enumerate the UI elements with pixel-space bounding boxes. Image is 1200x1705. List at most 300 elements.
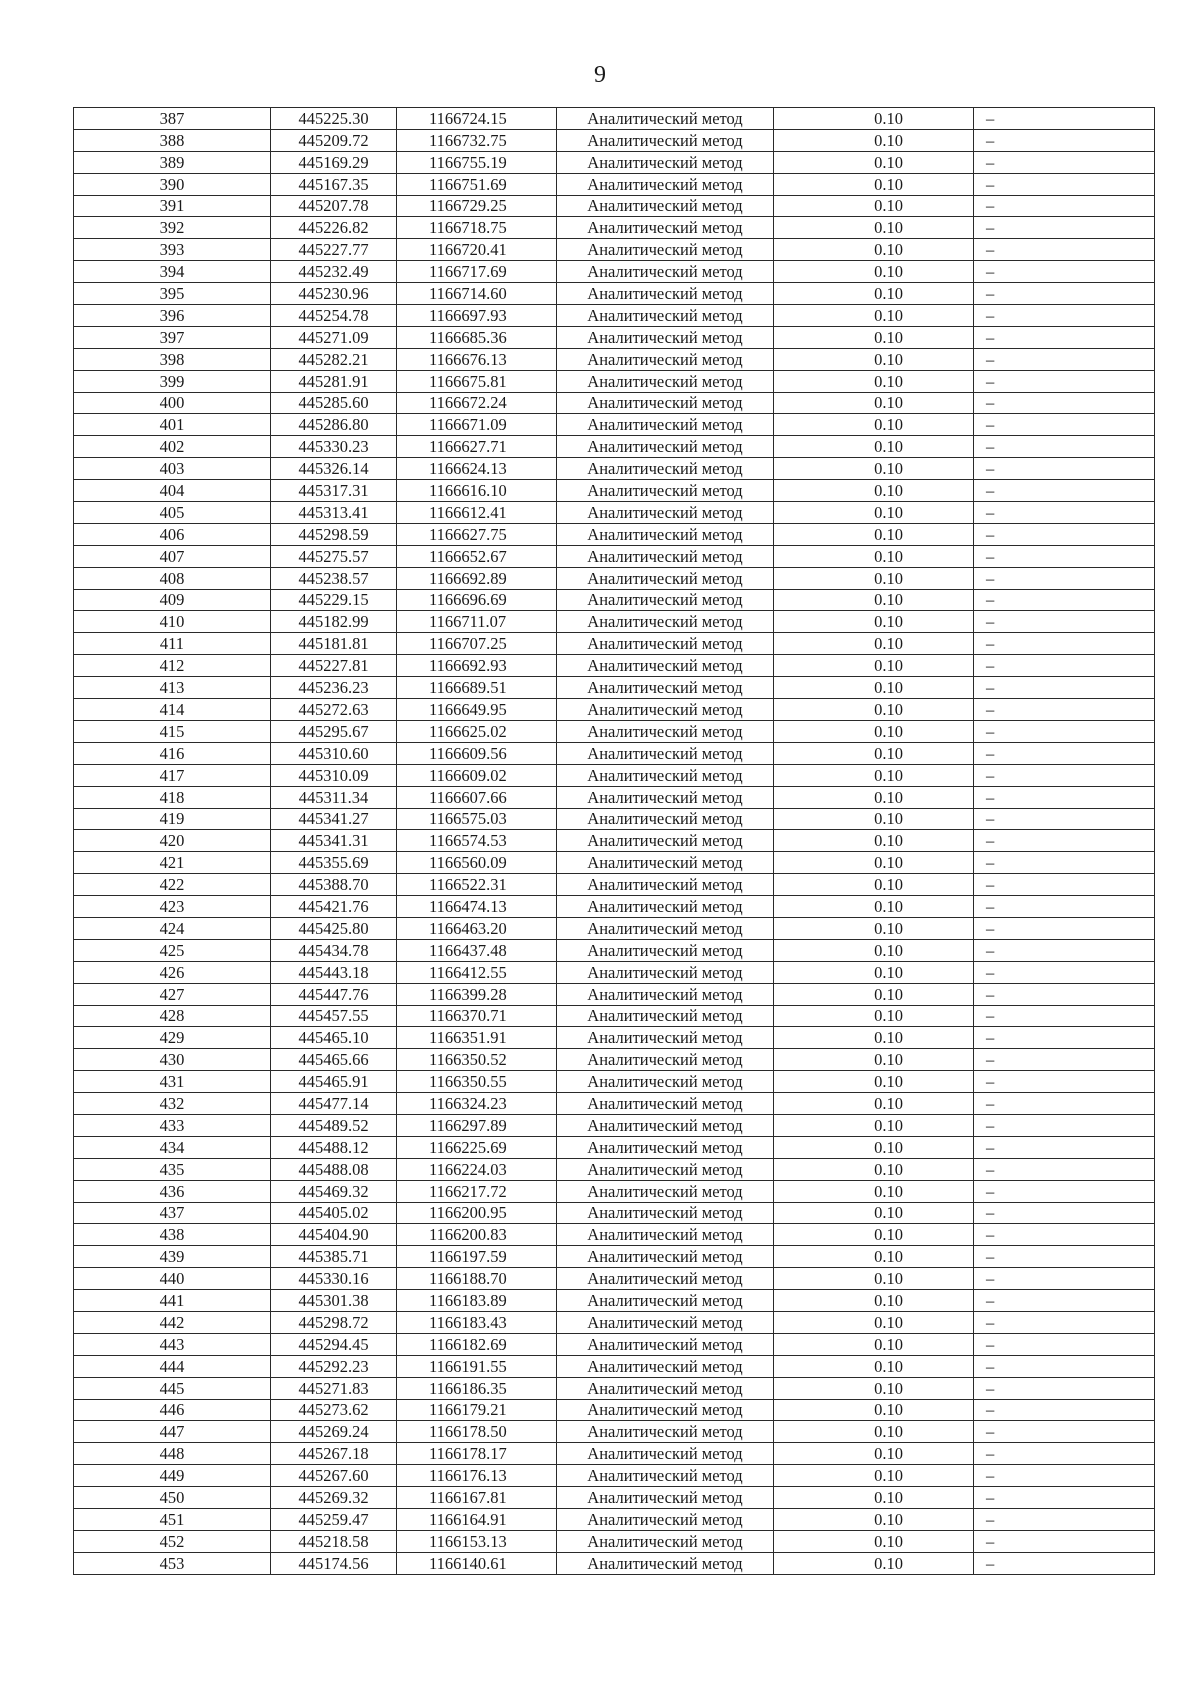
accuracy-cell: 0.10 [774, 1180, 974, 1202]
y-coordinate-cell: 1166350.55 [397, 1071, 557, 1093]
note-cell: – [974, 874, 1155, 896]
x-coordinate-cell: 445272.63 [271, 699, 397, 721]
note-cell: – [974, 896, 1155, 918]
accuracy-cell: 0.10 [774, 567, 974, 589]
accuracy-cell: 0.10 [774, 852, 974, 874]
y-coordinate-cell: 1166370.71 [397, 1005, 557, 1027]
y-coordinate-cell: 1166140.61 [397, 1552, 557, 1574]
y-coordinate-cell: 1166176.13 [397, 1465, 557, 1487]
table-row [74, 436, 1155, 458]
point-number-cell: 430 [74, 1049, 271, 1071]
y-coordinate-cell: 1166153.13 [397, 1530, 557, 1552]
note-cell: – [974, 655, 1155, 677]
accuracy-cell: 0.10 [774, 370, 974, 392]
coordinates-table [73, 107, 1155, 1575]
y-coordinate-cell: 1166412.55 [397, 961, 557, 983]
note-cell: – [974, 1290, 1155, 1312]
table-row [74, 1049, 1155, 1071]
x-coordinate-cell: 445282.21 [271, 348, 397, 370]
y-coordinate-cell: 1166627.75 [397, 523, 557, 545]
table-row [74, 1224, 1155, 1246]
point-number-cell: 396 [74, 305, 271, 327]
method-cell: Аналитический метод [557, 611, 774, 633]
point-number-cell: 406 [74, 523, 271, 545]
table-row [74, 1136, 1155, 1158]
y-coordinate-cell: 1166197.59 [397, 1246, 557, 1268]
method-cell: Аналитический метод [557, 1071, 774, 1093]
table-row [74, 896, 1155, 918]
x-coordinate-cell: 445465.66 [271, 1049, 397, 1071]
point-number-cell: 407 [74, 545, 271, 567]
x-coordinate-cell: 445457.55 [271, 1005, 397, 1027]
y-coordinate-cell: 1166182.69 [397, 1333, 557, 1355]
x-coordinate-cell: 445226.82 [271, 217, 397, 239]
note-cell: – [974, 414, 1155, 436]
point-number-cell: 390 [74, 173, 271, 195]
point-number-cell: 409 [74, 589, 271, 611]
accuracy-cell: 0.10 [774, 786, 974, 808]
accuracy-cell: 0.10 [774, 1487, 974, 1509]
x-coordinate-cell: 445311.34 [271, 786, 397, 808]
table-row [74, 808, 1155, 830]
note-cell: – [974, 173, 1155, 195]
y-coordinate-cell: 1166183.89 [397, 1290, 557, 1312]
note-cell: – [974, 1311, 1155, 1333]
accuracy-cell: 0.10 [774, 1049, 974, 1071]
note-cell: – [974, 786, 1155, 808]
point-number-cell: 437 [74, 1202, 271, 1224]
x-coordinate-cell: 445267.18 [271, 1443, 397, 1465]
point-number-cell: 451 [74, 1509, 271, 1531]
y-coordinate-cell: 1166463.20 [397, 917, 557, 939]
y-coordinate-cell: 1166652.67 [397, 545, 557, 567]
note-cell: – [974, 195, 1155, 217]
x-coordinate-cell: 445294.45 [271, 1333, 397, 1355]
y-coordinate-cell: 1166607.66 [397, 786, 557, 808]
point-number-cell: 442 [74, 1311, 271, 1333]
note-cell: – [974, 917, 1155, 939]
point-number-cell: 388 [74, 129, 271, 151]
point-number-cell: 448 [74, 1443, 271, 1465]
point-number-cell: 398 [74, 348, 271, 370]
note-cell: – [974, 961, 1155, 983]
point-number-cell: 403 [74, 458, 271, 480]
table-row [74, 830, 1155, 852]
point-number-cell: 412 [74, 655, 271, 677]
table-row [74, 129, 1155, 151]
point-number-cell: 426 [74, 961, 271, 983]
method-cell: Аналитический метод [557, 1530, 774, 1552]
method-cell: Аналитический метод [557, 589, 774, 611]
y-coordinate-cell: 1166692.93 [397, 655, 557, 677]
note-cell: – [974, 1552, 1155, 1574]
table-row [74, 326, 1155, 348]
method-cell: Аналитический метод [557, 523, 774, 545]
method-cell: Аналитический метод [557, 786, 774, 808]
point-number-cell: 399 [74, 370, 271, 392]
accuracy-cell: 0.10 [774, 1333, 974, 1355]
method-cell: Аналитический метод [557, 567, 774, 589]
accuracy-cell: 0.10 [774, 1443, 974, 1465]
accuracy-cell: 0.10 [774, 1530, 974, 1552]
table-row [74, 261, 1155, 283]
point-number-cell: 420 [74, 830, 271, 852]
method-cell: Аналитический метод [557, 480, 774, 502]
table-row [74, 1158, 1155, 1180]
x-coordinate-cell: 445286.80 [271, 414, 397, 436]
point-number-cell: 414 [74, 699, 271, 721]
y-coordinate-cell: 1166717.69 [397, 261, 557, 283]
x-coordinate-cell: 445174.56 [271, 1552, 397, 1574]
accuracy-cell: 0.10 [774, 611, 974, 633]
method-cell: Аналитический метод [557, 961, 774, 983]
table-row [74, 1180, 1155, 1202]
note-cell: – [974, 1246, 1155, 1268]
x-coordinate-cell: 445227.81 [271, 655, 397, 677]
note-cell: – [974, 239, 1155, 261]
method-cell: Аналитический метод [557, 502, 774, 524]
coordinates-table-body [74, 108, 1155, 1575]
point-number-cell: 400 [74, 392, 271, 414]
y-coordinate-cell: 1166718.75 [397, 217, 557, 239]
note-cell: – [974, 1487, 1155, 1509]
accuracy-cell: 0.10 [774, 458, 974, 480]
method-cell: Аналитический метод [557, 436, 774, 458]
point-number-cell: 428 [74, 1005, 271, 1027]
point-number-cell: 433 [74, 1114, 271, 1136]
y-coordinate-cell: 1166711.07 [397, 611, 557, 633]
x-coordinate-cell: 445317.31 [271, 480, 397, 502]
accuracy-cell: 0.10 [774, 545, 974, 567]
point-number-cell: 395 [74, 283, 271, 305]
y-coordinate-cell: 1166625.02 [397, 720, 557, 742]
note-cell: – [974, 1005, 1155, 1027]
accuracy-cell: 0.10 [774, 1399, 974, 1421]
x-coordinate-cell: 445269.24 [271, 1421, 397, 1443]
accuracy-cell: 0.10 [774, 1224, 974, 1246]
point-number-cell: 408 [74, 567, 271, 589]
method-cell: Аналитический метод [557, 1246, 774, 1268]
method-cell: Аналитический метод [557, 1465, 774, 1487]
method-cell: Аналитический метод [557, 1509, 774, 1531]
method-cell: Аналитический метод [557, 1180, 774, 1202]
note-cell: – [974, 1114, 1155, 1136]
accuracy-cell: 0.10 [774, 1093, 974, 1115]
accuracy-cell: 0.10 [774, 764, 974, 786]
method-cell: Аналитический метод [557, 677, 774, 699]
method-cell: Аналитический метод [557, 217, 774, 239]
note-cell: – [974, 1027, 1155, 1049]
method-cell: Аналитический метод [557, 1114, 774, 1136]
x-coordinate-cell: 445230.96 [271, 283, 397, 305]
table-row [74, 1333, 1155, 1355]
method-cell: Аналитический метод [557, 326, 774, 348]
table-row [74, 458, 1155, 480]
y-coordinate-cell: 1166474.13 [397, 896, 557, 918]
note-cell: – [974, 523, 1155, 545]
accuracy-cell: 0.10 [774, 742, 974, 764]
x-coordinate-cell: 445447.76 [271, 983, 397, 1005]
y-coordinate-cell: 1166624.13 [397, 458, 557, 480]
note-cell: – [974, 677, 1155, 699]
point-number-cell: 404 [74, 480, 271, 502]
method-cell: Аналитический метод [557, 1290, 774, 1312]
table-row [74, 239, 1155, 261]
accuracy-cell: 0.10 [774, 1290, 974, 1312]
table-row [74, 414, 1155, 436]
point-number-cell: 427 [74, 983, 271, 1005]
method-cell: Аналитический метод [557, 830, 774, 852]
accuracy-cell: 0.10 [774, 1465, 974, 1487]
y-coordinate-cell: 1166707.25 [397, 633, 557, 655]
table-row [74, 1093, 1155, 1115]
table-row [74, 1202, 1155, 1224]
point-number-cell: 424 [74, 917, 271, 939]
accuracy-cell: 0.10 [774, 939, 974, 961]
accuracy-cell: 0.10 [774, 830, 974, 852]
table-row [74, 1530, 1155, 1552]
table-row [74, 1027, 1155, 1049]
note-cell: – [974, 1093, 1155, 1115]
y-coordinate-cell: 1166351.91 [397, 1027, 557, 1049]
accuracy-cell: 0.10 [774, 677, 974, 699]
y-coordinate-cell: 1166200.83 [397, 1224, 557, 1246]
point-number-cell: 401 [74, 414, 271, 436]
table-row [74, 502, 1155, 524]
method-cell: Аналитический метод [557, 1224, 774, 1246]
point-number-cell: 393 [74, 239, 271, 261]
accuracy-cell: 0.10 [774, 217, 974, 239]
method-cell: Аналитический метод [557, 896, 774, 918]
y-coordinate-cell: 1166560.09 [397, 852, 557, 874]
note-cell: – [974, 1136, 1155, 1158]
note-cell: – [974, 611, 1155, 633]
method-cell: Аналитический метод [557, 458, 774, 480]
x-coordinate-cell: 445167.35 [271, 173, 397, 195]
x-coordinate-cell: 445227.77 [271, 239, 397, 261]
table-row [74, 1552, 1155, 1574]
x-coordinate-cell: 445269.32 [271, 1487, 397, 1509]
x-coordinate-cell: 445313.41 [271, 502, 397, 524]
table-row [74, 195, 1155, 217]
x-coordinate-cell: 445271.83 [271, 1377, 397, 1399]
method-cell: Аналитический метод [557, 239, 774, 261]
table-row [74, 961, 1155, 983]
y-coordinate-cell: 1166191.55 [397, 1355, 557, 1377]
y-coordinate-cell: 1166217.72 [397, 1180, 557, 1202]
point-number-cell: 417 [74, 764, 271, 786]
point-number-cell: 440 [74, 1268, 271, 1290]
method-cell: Аналитический метод [557, 1049, 774, 1071]
x-coordinate-cell: 445207.78 [271, 195, 397, 217]
x-coordinate-cell: 445330.23 [271, 436, 397, 458]
x-coordinate-cell: 445281.91 [271, 370, 397, 392]
y-coordinate-cell: 1166522.31 [397, 874, 557, 896]
accuracy-cell: 0.10 [774, 436, 974, 458]
point-number-cell: 431 [74, 1071, 271, 1093]
table-row [74, 939, 1155, 961]
x-coordinate-cell: 445425.80 [271, 917, 397, 939]
x-coordinate-cell: 445301.38 [271, 1290, 397, 1312]
table-row [74, 1290, 1155, 1312]
x-coordinate-cell: 445330.16 [271, 1268, 397, 1290]
accuracy-cell: 0.10 [774, 1552, 974, 1574]
y-coordinate-cell: 1166675.81 [397, 370, 557, 392]
x-coordinate-cell: 445232.49 [271, 261, 397, 283]
note-cell: – [974, 502, 1155, 524]
table-row [74, 742, 1155, 764]
method-cell: Аналитический метод [557, 633, 774, 655]
x-coordinate-cell: 445273.62 [271, 1399, 397, 1421]
y-coordinate-cell: 1166178.17 [397, 1443, 557, 1465]
method-cell: Аналитический метод [557, 414, 774, 436]
table-row [74, 305, 1155, 327]
point-number-cell: 443 [74, 1333, 271, 1355]
note-cell: – [974, 1071, 1155, 1093]
table-row [74, 1311, 1155, 1333]
table-row [74, 1246, 1155, 1268]
table-row [74, 1377, 1155, 1399]
note-cell: – [974, 1399, 1155, 1421]
x-coordinate-cell: 445404.90 [271, 1224, 397, 1246]
x-coordinate-cell: 445434.78 [271, 939, 397, 961]
method-cell: Аналитический метод [557, 1005, 774, 1027]
table-row [74, 852, 1155, 874]
accuracy-cell: 0.10 [774, 896, 974, 918]
accuracy-cell: 0.10 [774, 720, 974, 742]
method-cell: Аналитический метод [557, 1377, 774, 1399]
y-coordinate-cell: 1166714.60 [397, 283, 557, 305]
y-coordinate-cell: 1166179.21 [397, 1399, 557, 1421]
table-row [74, 633, 1155, 655]
table-row [74, 699, 1155, 721]
x-coordinate-cell: 445295.67 [271, 720, 397, 742]
method-cell: Аналитический метод [557, 917, 774, 939]
method-cell: Аналитический метод [557, 305, 774, 327]
point-number-cell: 432 [74, 1093, 271, 1115]
table-row [74, 1268, 1155, 1290]
table-row [74, 589, 1155, 611]
accuracy-cell: 0.10 [774, 173, 974, 195]
point-number-cell: 413 [74, 677, 271, 699]
y-coordinate-cell: 1166751.69 [397, 173, 557, 195]
note-cell: – [974, 1377, 1155, 1399]
x-coordinate-cell: 445267.60 [271, 1465, 397, 1487]
point-number-cell: 394 [74, 261, 271, 283]
y-coordinate-cell: 1166183.43 [397, 1311, 557, 1333]
point-number-cell: 422 [74, 874, 271, 896]
y-coordinate-cell: 1166729.25 [397, 195, 557, 217]
x-coordinate-cell: 445298.59 [271, 523, 397, 545]
y-coordinate-cell: 1166164.91 [397, 1509, 557, 1531]
note-cell: – [974, 830, 1155, 852]
accuracy-cell: 0.10 [774, 874, 974, 896]
x-coordinate-cell: 445443.18 [271, 961, 397, 983]
y-coordinate-cell: 1166225.69 [397, 1136, 557, 1158]
method-cell: Аналитический метод [557, 874, 774, 896]
x-coordinate-cell: 445275.57 [271, 545, 397, 567]
method-cell: Аналитический метод [557, 720, 774, 742]
table-row [74, 173, 1155, 195]
x-coordinate-cell: 445488.08 [271, 1158, 397, 1180]
note-cell: – [974, 392, 1155, 414]
accuracy-cell: 0.10 [774, 1311, 974, 1333]
point-number-cell: 435 [74, 1158, 271, 1180]
y-coordinate-cell: 1166186.35 [397, 1377, 557, 1399]
note-cell: – [974, 699, 1155, 721]
note-cell: – [974, 1509, 1155, 1531]
y-coordinate-cell: 1166676.13 [397, 348, 557, 370]
point-number-cell: 392 [74, 217, 271, 239]
point-number-cell: 449 [74, 1465, 271, 1487]
method-cell: Аналитический метод [557, 1443, 774, 1465]
note-cell: – [974, 633, 1155, 655]
accuracy-cell: 0.10 [774, 283, 974, 305]
y-coordinate-cell: 1166575.03 [397, 808, 557, 830]
method-cell: Аналитический метод [557, 283, 774, 305]
y-coordinate-cell: 1166692.89 [397, 567, 557, 589]
note-cell: – [974, 480, 1155, 502]
y-coordinate-cell: 1166609.56 [397, 742, 557, 764]
table-row [74, 370, 1155, 392]
accuracy-cell: 0.10 [774, 699, 974, 721]
x-coordinate-cell: 445421.76 [271, 896, 397, 918]
y-coordinate-cell: 1166297.89 [397, 1114, 557, 1136]
table-row [74, 917, 1155, 939]
method-cell: Аналитический метод [557, 173, 774, 195]
method-cell: Аналитический метод [557, 108, 774, 130]
x-coordinate-cell: 445285.60 [271, 392, 397, 414]
accuracy-cell: 0.10 [774, 1071, 974, 1093]
note-cell: – [974, 458, 1155, 480]
point-number-cell: 453 [74, 1552, 271, 1574]
y-coordinate-cell: 1166437.48 [397, 939, 557, 961]
point-number-cell: 425 [74, 939, 271, 961]
accuracy-cell: 0.10 [774, 1202, 974, 1224]
y-coordinate-cell: 1166720.41 [397, 239, 557, 261]
note-cell: – [974, 1202, 1155, 1224]
method-cell: Аналитический метод [557, 151, 774, 173]
method-cell: Аналитический метод [557, 261, 774, 283]
method-cell: Аналитический метод [557, 1399, 774, 1421]
x-coordinate-cell: 445388.70 [271, 874, 397, 896]
method-cell: Аналитический метод [557, 742, 774, 764]
point-number-cell: 444 [74, 1355, 271, 1377]
note-cell: – [974, 1268, 1155, 1290]
note-cell: – [974, 742, 1155, 764]
method-cell: Аналитический метод [557, 1202, 774, 1224]
x-coordinate-cell: 445271.09 [271, 326, 397, 348]
point-number-cell: 441 [74, 1290, 271, 1312]
point-number-cell: 421 [74, 852, 271, 874]
y-coordinate-cell: 1166697.93 [397, 305, 557, 327]
accuracy-cell: 0.10 [774, 1268, 974, 1290]
y-coordinate-cell: 1166685.36 [397, 326, 557, 348]
table-row [74, 677, 1155, 699]
x-coordinate-cell: 445238.57 [271, 567, 397, 589]
table-row [74, 523, 1155, 545]
note-cell: – [974, 151, 1155, 173]
table-row [74, 874, 1155, 896]
table-row [74, 611, 1155, 633]
x-coordinate-cell: 445477.14 [271, 1093, 397, 1115]
table-row [74, 545, 1155, 567]
x-coordinate-cell: 445385.71 [271, 1246, 397, 1268]
x-coordinate-cell: 445169.29 [271, 151, 397, 173]
x-coordinate-cell: 445254.78 [271, 305, 397, 327]
method-cell: Аналитический метод [557, 655, 774, 677]
table-row [74, 786, 1155, 808]
